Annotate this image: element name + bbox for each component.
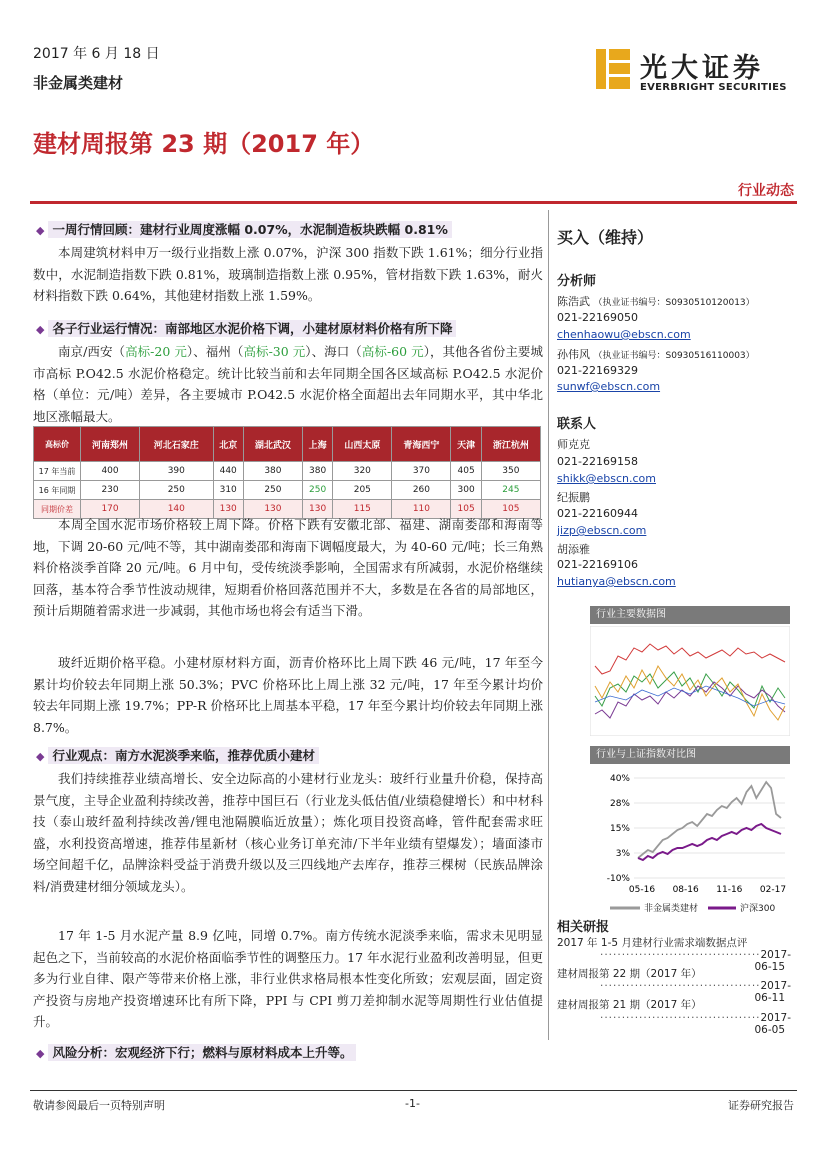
table-cell: 245 xyxy=(481,481,540,500)
related-research-item[interactable]: 建材周报第 22 期（2017 年） xyxy=(557,968,702,980)
series-line-0 xyxy=(638,782,781,858)
chart2-title: 行业与上证指数对比图 xyxy=(590,746,790,764)
table-cell: 380 xyxy=(302,462,332,481)
table-header-cell: 上海 xyxy=(302,427,332,462)
paragraph-cement-output: 17 年 1-5 月水泥产量 8.9 亿吨，同增 0.7%。南方传统水泥淡季来临，需求未见明显起色之下，当前较高的水泥价格面临季节性的调整压力。17 年水泥行业盈利改善明显，但更多为行业自律、限产等带来价格上涨，非行业供求格局根本性变化所致；宏观层面，固定资产投资与房地产投资增速环比有所下降，PPI 与 CPI 剪刀差抑制水泥等周期性行业估值提升。 xyxy=(33,928,543,1029)
diamond-bullet-icon: ◆ xyxy=(36,323,45,336)
contact-name: 纪振鹏 xyxy=(557,491,590,504)
section-heading-view: ◆ 行业观点：南方水泥淡季来临，推荐优质小建材 xyxy=(36,746,319,764)
table-row xyxy=(34,481,541,500)
contact-email-link[interactable]: shikk@ebscn.com xyxy=(557,472,656,485)
report-type: 行业动态 xyxy=(738,183,794,199)
table-cell: 230 xyxy=(81,481,140,500)
table-cell: 205 xyxy=(333,481,392,500)
analyst-phone: 021-22169050 xyxy=(557,311,638,324)
contact-email-link[interactable]: hutianya@ebscn.com xyxy=(557,575,676,588)
table-cell: 140 xyxy=(140,500,213,519)
table-header-cell: 河北石家庄 xyxy=(140,427,213,462)
analyst-heading: 分析师 xyxy=(557,274,597,289)
related-research-date: ·····································2017-06-15 xyxy=(600,949,792,973)
x-tick-label: 02-17 xyxy=(759,885,787,895)
x-tick-label: 08-16 xyxy=(672,885,699,895)
x-tick-label: 11-16 xyxy=(716,885,743,895)
everbright-logo-icon xyxy=(596,49,630,89)
diamond-bullet-icon: ◆ xyxy=(36,224,45,237)
related-research-date: ·····································2017-06-05 xyxy=(600,1012,792,1036)
contact-phone: 021-22169158 xyxy=(557,455,638,468)
section-heading-market-review: ◆ 一周行情回顾：建材行业周度涨幅 0.07%，水泥制造板块跌幅 0.81% xyxy=(36,220,452,238)
logo-text-en: EVERBRIGHT SECURITIES xyxy=(640,82,787,93)
table-header-cell: 青海西宁 xyxy=(392,427,451,462)
table-header-row xyxy=(34,427,541,462)
diamond-bullet-icon: ◆ xyxy=(36,1047,45,1060)
contact-phone: 021-22160944 xyxy=(557,507,638,520)
table-cell: 115 xyxy=(333,500,392,519)
y-tick-label: 40% xyxy=(609,774,630,784)
analyst-name: 陈浩武 （执业证书编号：S0930510120013） xyxy=(557,295,755,308)
table-cell: 170 xyxy=(81,500,140,519)
sector-label: 非金属类建材 xyxy=(33,74,124,92)
chart1-title: 行业主要数据图 xyxy=(590,606,790,624)
footer-divider xyxy=(30,1090,797,1091)
analyst-cert: （执业证书编号：S0930516110003） xyxy=(593,351,755,361)
rating: 买入（维持） xyxy=(557,228,654,247)
table-row xyxy=(34,462,541,481)
series-line-1 xyxy=(638,824,781,860)
analyst-cert: （执业证书编号：S0930510120013） xyxy=(593,298,755,308)
table-cell: 105 xyxy=(451,500,481,519)
analyst-name: 孙伟风 （执业证书编号：S0930516110003） xyxy=(557,348,755,361)
table-header-cell: 高标价 xyxy=(34,427,81,462)
analyst-email-link[interactable]: sunwf@ebscn.com xyxy=(557,380,661,393)
table-cell: 370 xyxy=(392,462,451,481)
report-date: 2017 年 6 月 18 日 xyxy=(33,46,160,62)
table-cell: 440 xyxy=(213,462,243,481)
table-cell: 250 xyxy=(140,481,213,500)
y-tick-label: -10% xyxy=(606,874,630,884)
column-divider xyxy=(548,210,549,1040)
contact-name: 胡添雅 xyxy=(557,543,590,556)
legend-label-hs300: 沪深300 xyxy=(740,904,776,914)
contact-phone: 021-22169106 xyxy=(557,558,638,571)
row-label: 16 年同期 xyxy=(34,481,81,500)
paragraph-cement-market: 本周全国水泥市场价格较上周下降。价格下跌有安徽北部、福建、湖南娄邵和海南等地，下调 20-60 元/吨不等，其中湖南娄邵和海南下调幅度最大，为 40-60 元/吨；长三角熟料价格淡季首降 20 元/吨。6 月中旬，受传统淡季影响，全国需求有所减弱，水泥价格继续回落，基本符合季节性波动规律，短期看价格回落范围并不大，多数是在各省的局部地区，预计后期随着需求进一步减弱，其他市场也将会有适当下滑。 xyxy=(33,517,543,618)
table-cell: 350 xyxy=(481,462,540,481)
table-cell: 130 xyxy=(213,500,243,519)
row-label: 17 年当前 xyxy=(34,462,81,481)
table-cell: 380 xyxy=(243,462,302,481)
table-cell: 260 xyxy=(392,481,451,500)
table-header-cell: 河南郑州 xyxy=(81,427,140,462)
table-cell: 400 xyxy=(81,462,140,481)
y-tick-label: 3% xyxy=(615,849,630,859)
legend-label-industry: 非金属类建材 xyxy=(644,904,699,914)
paragraph-recommendation: 我们持续推荐业绩高增长、安全边际高的小建材行业龙头：玻纤行业量升价稳，保持高景气度，主导企业盈利持续改善，推荐中国巨石（行业龙头低估值/业绩稳健增长）和中材科技（泰山玻纤盈利持续改善/锂电池隔膜临近放量）；炼化项目投资高峰，管件配套需求旺盛，水利投资高增速，推荐伟星新材（核心业务订单充沛/下半年业绩有望爆发）；墙面漆市场空间超千亿，品牌涂料受益于消费升级以及三四线地产去库存，推荐三棵树（民族品牌涂料/消费建材细分领域龙头）。 xyxy=(33,771,543,894)
analyst-email-link[interactable]: chenhaowu@ebscn.com xyxy=(557,328,691,341)
chart2-grid xyxy=(634,778,785,878)
table-cell: 405 xyxy=(451,462,481,481)
y-tick-label: 28% xyxy=(609,799,630,809)
y-tick-label: 15% xyxy=(609,824,630,834)
table-header-cell: 浙江杭州 xyxy=(481,427,540,462)
paragraph-materials: 玻纤近期价格平稳。小建材原材料方面，沥青价格环比上周下跌 46 元/吨，17 年至今累计均价较去年同期上涨 50.3%；PVC 价格环比上周上涨 32 元/吨，17 年至今累计均价较去年同期上涨 19.7%；PP-R 价格环比上周基本平稳，17 年至今累计均价较去年同期上涨 8.7%。 xyxy=(33,655,543,735)
paragraph-cement-prices: 南京/西安（高标-20 元）、福州（高标-30 元）、海口（高标-60 元），其他各省份主要城市高标 P.O42.5 水泥价格稳定。统计比较当前和去年同期全国各区域高标 P.O42.5 水泥价格（单位：元/吨）差异，各主要城市 P.O42.5 水泥价格全面超出去年同期水平，其中华北地区涨幅最大。 xyxy=(33,344,543,424)
table-cell: 130 xyxy=(302,500,332,519)
paragraph-market-review: 本周建筑材料申万一级行业指数上涨 0.07%，沪深 300 指数下跌 1.61%；细分行业指数中，水泥制造指数下跌 0.81%，玻璃制造指数上涨 0.95%，管材指数下跌 1.63%，耐火材料指数下跌 0.64%，其他建材指数上涨 1.59%。 xyxy=(33,245,543,303)
index-comparison-chart xyxy=(590,768,795,916)
table-cell: 130 xyxy=(243,500,302,519)
analyst-phone: 021-22169329 xyxy=(557,364,638,377)
table-header-cell: 北京 xyxy=(213,427,243,462)
table-cell: 390 xyxy=(140,462,213,481)
related-research-date: ·····································2017-06-11 xyxy=(600,980,792,1004)
table-cell: 250 xyxy=(302,481,332,500)
footer-disclaimer: 敬请参阅最后一页特别声明 xyxy=(33,1099,165,1112)
table-header-cell: 天津 xyxy=(451,427,481,462)
row-label: 同期价差 xyxy=(34,500,81,519)
table-header-cell: 山西太原 xyxy=(333,427,392,462)
table-cell: 320 xyxy=(333,462,392,481)
table-cell: 250 xyxy=(243,481,302,500)
related-research-item[interactable]: 2017 年 1-5 月建材行业需求端数据点评 xyxy=(557,937,748,949)
cement-price-table xyxy=(33,426,541,519)
header-divider xyxy=(30,201,797,204)
report-title: 建材周报第 23 期（2017 年） xyxy=(33,130,375,158)
table-cell: 105 xyxy=(481,500,540,519)
section-heading-subsector: ◆ 各子行业运行情况：南部地区水泥价格下调，小建材原材料价格有所下降 xyxy=(36,319,456,337)
logo-text-cn: 光大证券 xyxy=(640,53,764,84)
related-research-item[interactable]: 建材周报第 21 期（2017 年） xyxy=(557,999,702,1011)
table-cell: 300 xyxy=(451,481,481,500)
table-header-cell: 湖北武汉 xyxy=(243,427,302,462)
table-cell: 110 xyxy=(392,500,451,519)
table-cell: 310 xyxy=(213,481,243,500)
contact-email-link[interactable]: jizp@ebscn.com xyxy=(557,524,647,537)
x-tick-label: 05-16 xyxy=(628,885,656,895)
contact-heading: 联系人 xyxy=(557,417,597,432)
page-number: -1- xyxy=(405,1097,420,1110)
contact-name: 师克克 xyxy=(557,438,590,451)
diamond-bullet-icon: ◆ xyxy=(36,750,45,763)
related-research-heading: 相关研报 xyxy=(557,920,610,935)
section-heading-risk: ◆ 风险分析：宏观经济下行；燃料与原材料成本上升等。 xyxy=(36,1043,356,1061)
industry-data-chart xyxy=(590,626,790,736)
footer-report-label: 证券研究报告 xyxy=(728,1099,794,1112)
